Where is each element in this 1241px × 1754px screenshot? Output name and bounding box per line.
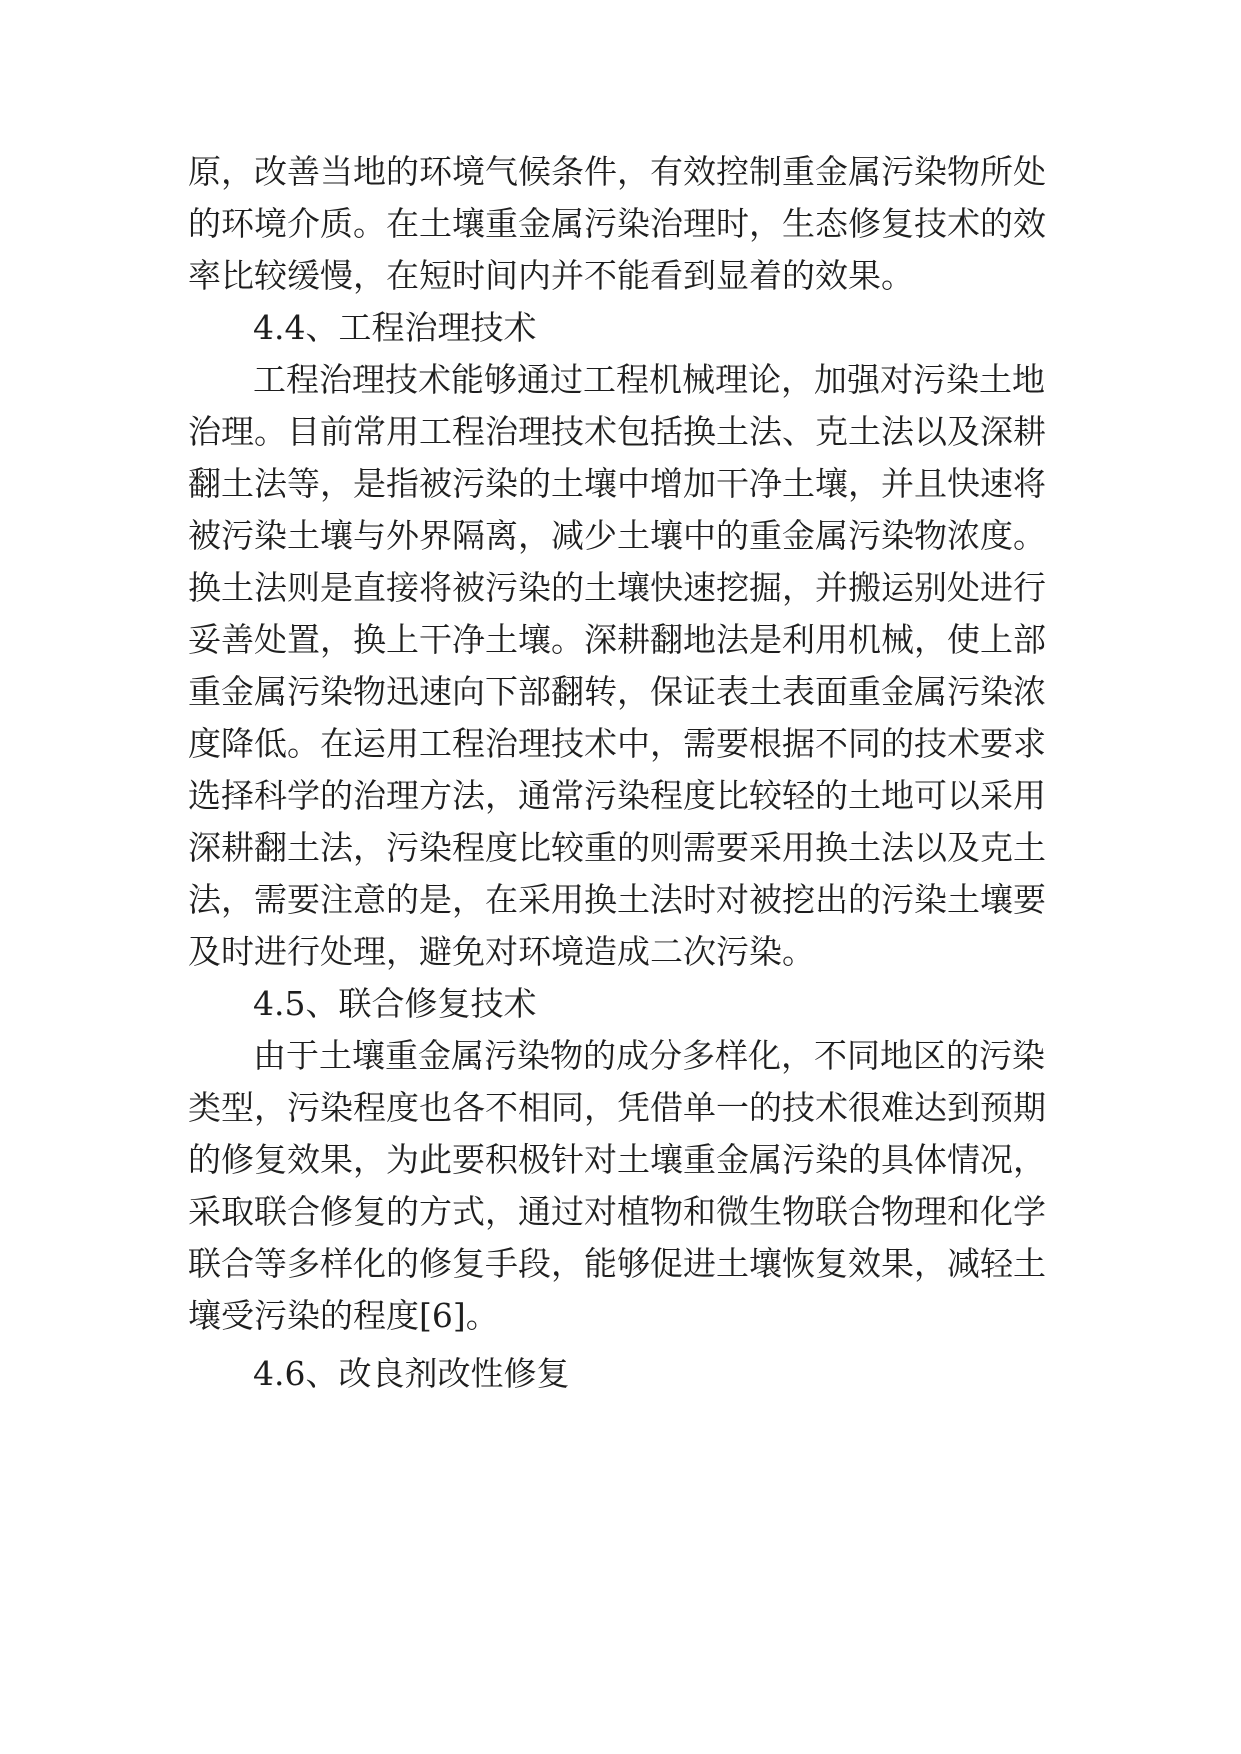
body-text-line: 原，改善当地的环境气候条件，有效控制重金属污染物所处 [188,152,1046,191]
body-text-line: 类型，污染程度也各不相同，凭借单一的技术很难达到预期 [188,1088,1046,1127]
body-text-line: 采取联合修复的方式，通过对植物和微生物联合物理和化学 [188,1192,1046,1231]
section-heading-4-4: 4.4、工程治理技术 [253,308,537,347]
body-text-line: 率比较缓慢，在短时间内并不能看到显着的效果。 [188,256,914,295]
body-text-line: 换土法则是直接将被污染的土壤快速挖掘，并搬运别处进行 [188,568,1046,607]
body-text-line: 联合等多样化的修复手段，能够促进土壤恢复效果，减轻土 [188,1244,1046,1283]
body-text-line: 翻土法等，是指被污染的土壤中增加干净土壤，并且快速将 [188,464,1046,503]
body-text-line: 由于土壤重金属污染物的成分多样化，不同地区的污染 [253,1036,1045,1075]
body-text-line: 重金属污染物迅速向下部翻转，保证表土表面重金属污染浓 [188,672,1046,711]
body-text-line: 的修复效果，为此要积极针对土壤重金属污染的具体情况， [188,1140,1046,1179]
body-text-line: 妥善处置，换上干净土壤。深耕翻地法是利用机械，使上部 [188,620,1046,659]
body-text-line: 及时进行处理，避免对环境造成二次污染。 [188,932,815,971]
body-text-line: 的环境介质。在土壤重金属污染治理时，生态修复技术的效 [188,204,1046,243]
body-text-line: 法，需要注意的是，在采用换土法时对被挖出的污染土壤要 [188,880,1046,919]
body-text-line: 被污染土壤与外界隔离，减少土壤中的重金属污染物浓度。 [188,516,1046,555]
body-text-line: 工程治理技术能够通过工程机械理论，加强对污染土地 [253,360,1045,399]
body-text-line: 度降低。在运用工程治理技术中，需要根据不同的技术要求 [188,724,1046,763]
section-heading-4-6: 4.6、改良剂改性修复 [253,1354,570,1393]
body-text-line: 深耕翻土法，污染程度比较重的则需要采用换土法以及克土 [188,828,1046,867]
body-text-line: 选择科学的治理方法，通常污染程度比较轻的土地可以采用 [188,776,1046,815]
body-text-line: 治理。目前常用工程治理技术包括换土法、克土法以及深耕 [188,412,1046,451]
section-heading-4-5: 4.5、联合修复技术 [253,984,537,1023]
body-text-line: 壤受污染的程度[6]。 [188,1296,499,1335]
